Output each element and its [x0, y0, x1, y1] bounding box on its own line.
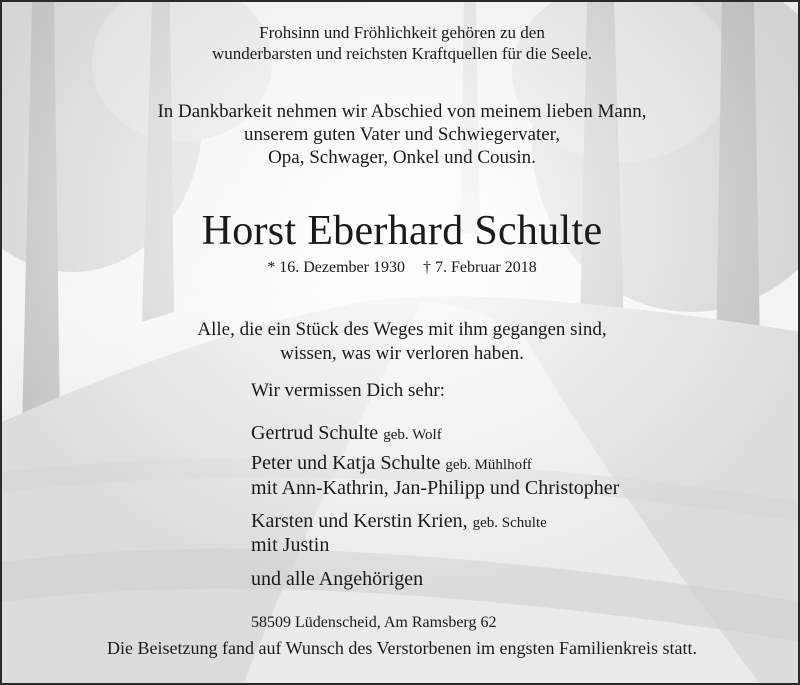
mourner-entry: [251, 476, 619, 500]
intro-line-1: In Dankbarkeit nehmen wir Abschied von meinem lieben Mann,: [157, 101, 647, 122]
saying-line-2: wissen, was wir verloren haben.: [280, 343, 524, 364]
mourner-name: Gertrud Schulte: [251, 422, 379, 444]
address: 58509 Lüdenscheid, Am Ramsberg 62: [251, 614, 497, 631]
mourner-maiden-name: geb. Schulte: [472, 515, 547, 531]
mourner-entry: [251, 421, 442, 447]
mourner-entry: [251, 567, 423, 591]
mourner-entry: [251, 451, 532, 477]
mourner-maiden-name: geb. Mühlhoff: [445, 457, 532, 473]
intro-line-3: Opa, Schwager, Onkel und Cousin.: [268, 147, 536, 168]
mourners-heading: Wir vermissen Dich sehr:: [251, 380, 445, 401]
mourner-entry: [251, 533, 329, 557]
mourner-name: Peter und Katja Schulte: [251, 452, 441, 474]
birth-date: * 16. Dezember 1930: [267, 259, 405, 276]
death-date: † 7. Februar 2018: [422, 259, 537, 276]
quote-line-2: wunderbarsten und reichsten Kraftquellen für die Seele.: [212, 44, 592, 63]
intro-line-2: unserem guten Vater und Schwiegervater,: [244, 124, 560, 145]
mourner-name: und alle Angehörigen: [251, 568, 424, 590]
quote-line-1: Frohsinn und Fröhlichkeit gehören zu den: [259, 23, 545, 42]
mourner-name: mit Ann-Kathrin, Jan-Philipp und Christopher: [251, 477, 620, 499]
notice-text: [2, 2, 800, 685]
mourner-entry: [251, 509, 547, 535]
saying-line-1: Alle, die ein Stück des Weges mit ihm gegangen sind,: [197, 319, 607, 340]
deceased-name: Horst Eberhard Schulte: [201, 208, 603, 254]
life-dates: [2, 258, 800, 278]
mourner-name: mit Justin: [251, 534, 330, 556]
mourner-name: Karsten und Kerstin Krien,: [251, 510, 468, 532]
burial-note: Die Beisetzung fand auf Wunsch des Verstorbenen im engsten Familienkreis statt.: [107, 638, 697, 658]
mourner-maiden-name: geb. Wolf: [383, 427, 442, 443]
